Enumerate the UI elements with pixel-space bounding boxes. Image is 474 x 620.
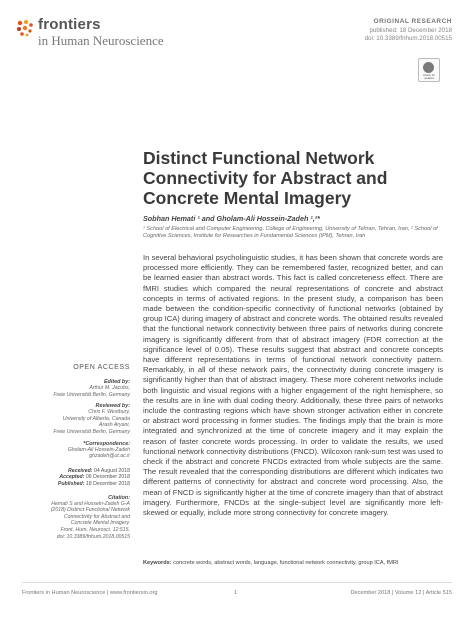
published-label: Published: xyxy=(57,480,85,487)
reviewer-name[interactable]: Arash Aryani, xyxy=(99,422,130,429)
open-access-label: OPEN ACCESS xyxy=(73,364,130,371)
published-date-sidebar xyxy=(30,481,130,488)
editor-affiliation: Freie Universität Berlin, Germany xyxy=(53,391,130,398)
citation-line: Concrete Mental Imagery. xyxy=(70,520,130,527)
citation-line: Hemati S and Hossein-Zadeh G-A xyxy=(51,500,130,507)
reviewer-affiliation: University of Alberta, Canada xyxy=(62,415,130,422)
received-label: Received: xyxy=(67,467,93,474)
keywords xyxy=(143,560,443,566)
article-title xyxy=(143,148,443,208)
citation-line: Front. Hum. Neurosci. 12:515. xyxy=(60,526,130,533)
check-updates-label: Check for updates xyxy=(423,73,435,80)
title-line: Distinct Functional Network xyxy=(143,148,375,168)
title-line: Connectivity for Abstract and xyxy=(143,168,388,188)
page-number: 1 xyxy=(234,590,238,596)
citation-label: Citation: xyxy=(108,494,130,501)
accepted-date xyxy=(30,474,130,481)
check-icon xyxy=(423,62,434,73)
authors[interactable]: Sobhan Hemati ¹ and Gholam-Ali Hossein-Zadeh ¹,²* xyxy=(143,214,320,223)
article-dates xyxy=(30,468,130,488)
doi[interactable]: doi: 10.3389/fnhum.2018.00515 xyxy=(364,35,452,42)
abstract: In several behavioral psycholinguistic studies, it has been shown that concrete words are processed more efficiently. They can be remembered faster, recognized better, and can be learned easier than abstract words. This fact is called concreteness effect. There are fMRI studies which compared the neural representations of concrete and abstract concepts in terms of activated regions. In the present study, a comparison has been made between the condition-specific connectivity of functional networks (obtained by group ICA) during imagery of abstract and concrete words. The obtained results revealed that the functional network connectivity between three pairs of networks during concrete imagery is significantly different from that of abstract imagery (FDR correction at the significance level of 0.05). These results suggest that abstract and concrete concepts have different representations in terms of functional network connectivity pattern. Remarkably, in all of these network pairs, the connectivity during concrete imagery is significantly higher than that of abstract imagery. These more coherent networks include both linguistic and visual regions with a higher engagement of the right hemisphere, so the results are in line with dual coding theory. Additionally, these three pairs of networks include the contrasting regions which have shown stronger activation either in concrete or abstract word processing in former studies. The findings imply that the brain is more integrated and synchronized at the time of concrete imagery and it may explain the reason of faster concrete words processing. In order to validate the results, we used functional network connectivity distributions (FNCD). Wilcoxon rank-sum test was used to check if the abstract and concrete FNCDs extracted from whole subjects are the same. The result revealed that the corresponding distributions are different which indicates two different patterns of connectivity for abstract and concrete word processing. Also, the mean of FNCD is significantly higher at the time of concrete imagery than that of abstract imagery. Furthermore, FNCDs at the single-subject level are significantly more left-skewed or equally, include more strong connectivity for concrete imagery. xyxy=(143,253,443,518)
article-info-sidebar xyxy=(30,364,130,540)
published-date: published: 18 December 2018 xyxy=(369,27,452,34)
footer-issue-info: December 2018 | Volume 12 | Article 515 xyxy=(350,590,452,596)
reviewer-name[interactable]: Chris F. Westbury, xyxy=(88,409,130,416)
citation-line: Connectivity for Abstract and xyxy=(63,513,130,520)
accepted-label: Accepted: xyxy=(59,474,85,481)
citation-line: (2018) Distinct Functional Network xyxy=(50,507,130,514)
editor-name[interactable]: Arthur M. Jacobs, xyxy=(89,385,130,391)
journal-name: in Human Neuroscience xyxy=(38,33,164,48)
edited-by-label: Edited by: xyxy=(103,379,130,385)
brand-name: frontiers xyxy=(38,16,101,33)
accepted-value: 06 December 2018 xyxy=(85,474,130,481)
footer-divider xyxy=(22,582,452,583)
article-type: ORIGINAL RESEARCH xyxy=(373,18,452,25)
reviewer-affiliation: Freie Universität Berlin, Germany xyxy=(53,428,130,435)
received-date xyxy=(30,468,130,475)
received-value: 04 August 2018 xyxy=(93,467,130,474)
affiliations: ¹ School of Electrical and Computer Engineering, College of Engineering, University of Tehran, Tehran, Iran, ² School of Cognitive Sciences, Institute for Researches in Fundamental Sciences (IPM), Tehran, Iran xyxy=(143,226,438,239)
citation-doi[interactable]: doi: 10.3389/fnhum.2018.00515 xyxy=(56,533,130,540)
correspondence-label: *Correspondence: xyxy=(83,440,130,447)
check-for-updates-button[interactable] xyxy=(418,58,440,82)
keywords-label: Keywords: xyxy=(143,560,172,566)
footer-journal-link[interactable]: Frontiers in Human Neuroscience | www.frontiersin.org xyxy=(22,590,158,596)
reviewed-by-label: Reviewed by: xyxy=(95,403,130,410)
correspondence-email[interactable]: ghzadeh@ut.ac.ir xyxy=(89,453,130,460)
correspondence-name: Gholam-Ali Hossein-Zadeh xyxy=(67,446,130,453)
title-line: Concrete Mental Imagery xyxy=(143,188,352,208)
published-value: 18 December 2018 xyxy=(85,480,130,487)
frontiers-logo-icon xyxy=(14,18,36,40)
keywords-text: concrete words, abstract words, language, functional network connectivity, group ICA, fMRI xyxy=(173,560,399,566)
